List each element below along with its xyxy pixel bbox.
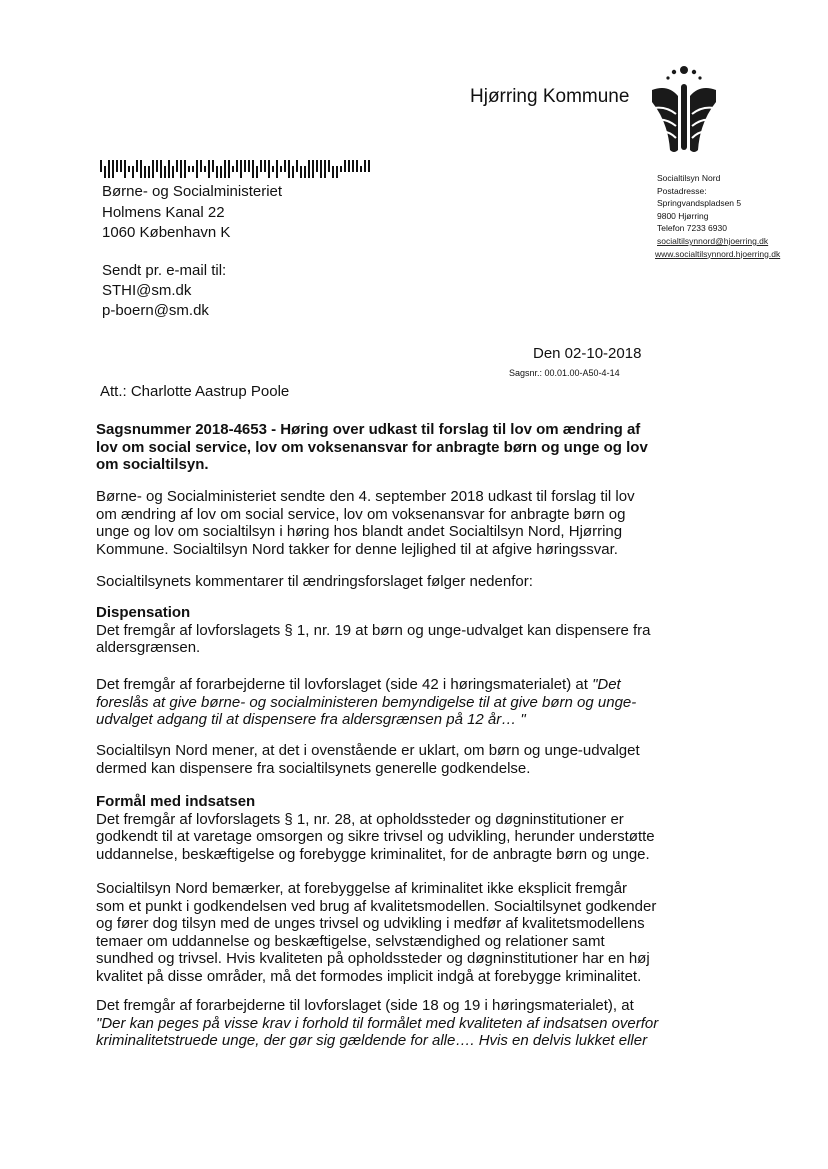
barcode-bar (232, 166, 234, 172)
barcode-bar (280, 166, 282, 172)
barcode-bar (172, 166, 174, 178)
barcode-bar (124, 160, 126, 178)
sender-line: Socialtilsyn Nord (657, 173, 721, 183)
barcode-bar (300, 166, 302, 178)
dispensation-quote-paragraph (96, 676, 656, 729)
formaal-heading: Formål med indsatsen (96, 793, 256, 810)
barcode-bar (344, 160, 346, 172)
barcode-bar (228, 160, 230, 178)
barcode-bar (168, 160, 170, 178)
formaal-line: godkendt til at varetage omsorgen og sikre trivsel og udvikling, herunder understøtte (96, 828, 655, 845)
barcode-bar (220, 166, 222, 178)
formaal-paragraph-3 (96, 997, 659, 1050)
dispensation-quote-line-1 (96, 676, 656, 694)
dispensation-quote-line: udvalget adgang til at dispensere fra aldersgrænsen på 12 år… " (96, 711, 526, 728)
sender-line: Telefon 7233 6930 (657, 223, 727, 234)
barcode-bar (304, 166, 306, 178)
dispensation-conclusion (96, 742, 656, 777)
formaal-p2-line: Socialtilsyn Nord bemærker, at forebyggelse af kriminalitet ikke eksplicit fremgår (96, 880, 628, 897)
organization-name: Hjørring Kommune (470, 86, 630, 107)
intro-line: om ændring af lov om social service, lov om voksenansvar for anbragte børn og (96, 505, 626, 523)
recipient-line-2: Holmens Kanal 22 (102, 204, 225, 221)
barcode-bar (108, 160, 110, 178)
barcode-bar (236, 160, 238, 172)
barcode-bar (296, 160, 298, 172)
recipient-line-1: Børne- og Socialministeriet (102, 183, 283, 200)
barcode-bar (132, 166, 134, 178)
barcode-bar (336, 166, 338, 178)
barcode-bar (256, 166, 258, 178)
barcode-bar (324, 160, 326, 178)
dispensation-line: Det fremgår af lovforslagets § 1, nr. 19 at børn og unge-udvalget kan dispensere fra (96, 621, 651, 639)
barcode-bar (120, 160, 122, 172)
barcode-bar (332, 166, 334, 178)
barcode-bar (148, 166, 150, 178)
dispensation-quote-start: "Det (592, 676, 621, 693)
email-address-1: STHI@sm.dk (102, 282, 192, 299)
formaal-p3-quote-line: "Der kan peges på visse krav i forhold til formålet med kvaliteten af indsatsen overfor (96, 1014, 659, 1032)
barcode-bar (204, 166, 206, 172)
formaal-p3-line: Det fremgår af forarbejderne til lovforslaget (side 18 og 19 i høringsmaterialet), at (96, 997, 634, 1014)
sender-block (657, 172, 780, 260)
formaal-line: uddannelse, beskæftigelse og forebygge kriminalitet, for de anbragte børn og unge. (96, 845, 650, 863)
dispensation-line: aldersgrænsen. (96, 639, 201, 656)
barcode-bar (152, 160, 154, 178)
barcode-bar (180, 160, 182, 178)
dispensation-conclusion-line: Socialtilsyn Nord mener, at det i ovenstående er uklart, om børn og unge-udvalget (96, 742, 640, 759)
dispensation-quote-plain: Det fremgår af forarbejderne til lovforslaget (side 42 i høringsmaterialet) at (96, 676, 593, 693)
barcode-bar (164, 166, 166, 178)
sender-line: Springvandspladsen 5 (657, 198, 742, 209)
barcode-bar (224, 160, 226, 178)
barcode-bar (260, 160, 262, 172)
dispensation-conclusion-line: dermed kan dispensere fra socialtilsynets generelle godkendelse. (96, 759, 531, 777)
barcode-bar (200, 160, 202, 172)
barcode-bar (192, 166, 194, 172)
subject-line: om socialtilsyn. (96, 456, 209, 473)
barcode-bar (136, 160, 138, 172)
barcode-bar (288, 160, 290, 178)
formaal-p2-line: temaer om uddannelse og beskæftigelse, selvstændighed og relationer samt (96, 932, 605, 950)
letter-date: Den 02-10-2018 (533, 345, 642, 362)
barcode-bar (100, 160, 102, 172)
barcode-bar (320, 160, 322, 178)
intro-line: Kommune. Socialtilsyn Nord takker for denne lejlighed til at afgive høringssvar. (96, 540, 618, 558)
municipality-logo-icon (648, 62, 720, 154)
barcode-bar (292, 166, 294, 178)
barcode-bar (156, 160, 158, 172)
barcode-bar (116, 160, 118, 172)
formaal-p2-line: som et punkt i godkendelsen ved brug af kvalitetsmodellen. Socialtilsynet godkender (96, 897, 657, 915)
barcode-bar (112, 160, 114, 178)
barcode-bar (264, 160, 266, 172)
barcode-bar (244, 160, 246, 172)
barcode-bar (316, 160, 318, 172)
comments-intro-text: Socialtilsynets kommentarer til ændringsforslaget følger nedenfor: (96, 573, 533, 590)
barcode-bar (188, 166, 190, 172)
barcode-bar (356, 160, 358, 172)
barcode-bar (140, 160, 142, 178)
intro-paragraph (96, 488, 656, 558)
subject-line: lov om social service, lov om voksenansvar for anbragte børn og unge og lov (96, 438, 648, 456)
barcode-bar (216, 166, 218, 178)
barcode-bar (144, 166, 146, 178)
barcode-bar (364, 160, 366, 172)
email-label: Sendt pr. e-mail til: (102, 262, 227, 279)
dispensation-section (96, 604, 656, 657)
barcode-bar (104, 166, 106, 178)
formaal-p3-quote-line: kriminalitetstruede unge, der gør sig gældende for alle…. Hvis en delvis lukket eller (96, 1032, 648, 1049)
barcode-bar (240, 160, 242, 178)
formaal-p2-line: og fører dog tilsyn med de unges trivsel og udvikling i medfør af kvalitetsmodellens (96, 915, 645, 932)
barcode-bar (208, 160, 210, 178)
formaal-paragraph-2 (96, 880, 656, 985)
formaal-p2-line: sundhed og trivsel. Hvis kvaliteten på opholdssteder og døgninstitutioner har en høj (96, 950, 650, 967)
barcode-bar (212, 160, 214, 172)
barcode-bar (328, 160, 330, 172)
comments-intro (96, 573, 656, 591)
postal-barcode (100, 160, 375, 178)
barcode-bar (176, 160, 178, 172)
barcode-bar (160, 160, 162, 178)
dispensation-quote-line: foreslås at give børne- og socialministeren bemyndigelse til at give børn og unge- (96, 693, 637, 711)
barcode-bar (252, 160, 254, 178)
barcode-bar (352, 160, 354, 172)
sender-line: Postadresse: (657, 185, 707, 196)
barcode-bar (128, 166, 130, 172)
barcode-bar (248, 160, 250, 172)
sender-web-link[interactable]: www.socialtilsynnord.hjoerring.dk (655, 248, 781, 259)
barcode-bar (312, 160, 314, 178)
subject-line: Sagsnummer 2018-4653 - Høring over udkast til forslag til lov om ændring af (96, 421, 641, 438)
barcode-bar (368, 160, 370, 172)
sender-line: 9800 Hjørring (657, 210, 709, 221)
dispensation-heading: Dispensation (96, 604, 191, 621)
barcode-bar (272, 166, 274, 172)
barcode-bar (348, 160, 350, 172)
barcode-bar (184, 160, 186, 178)
barcode-bar (196, 160, 198, 178)
barcode-bar (360, 166, 362, 172)
barcode-bar (284, 160, 286, 172)
recipient-line-3: 1060 København K (102, 224, 231, 241)
email-address-2: p-boern@sm.dk (102, 302, 209, 319)
formaal-section (96, 793, 656, 863)
barcode-bar (268, 160, 270, 178)
attention-line: Att.: Charlotte Aastrup Poole (100, 383, 290, 400)
intro-line: Børne- og Socialministeriet sendte den 4. september 2018 udkast til forslag til lov (96, 488, 635, 505)
formaal-line: Det fremgår af lovforslagets § 1, nr. 28, at opholdssteder og døgninstitutioner er (96, 810, 624, 828)
barcode-bar (308, 160, 310, 178)
barcode-bar (276, 160, 278, 178)
intro-line: unge og lov om socialtilsyn i høring hos blandt andet Socialtilsyn Nord, Hjørring (96, 523, 623, 540)
subject-heading (96, 421, 656, 474)
sender-email-link[interactable]: socialtilsynnord@hjoerring.dk (657, 235, 769, 246)
barcode-bar (340, 166, 342, 172)
case-number: Sagsnr.: 00.01.00-A50-4-14 (509, 368, 620, 378)
formaal-p2-line: kvalitet på disse områder, må det formodes implicit indgå at forebygge kriminalitet. (96, 967, 642, 985)
